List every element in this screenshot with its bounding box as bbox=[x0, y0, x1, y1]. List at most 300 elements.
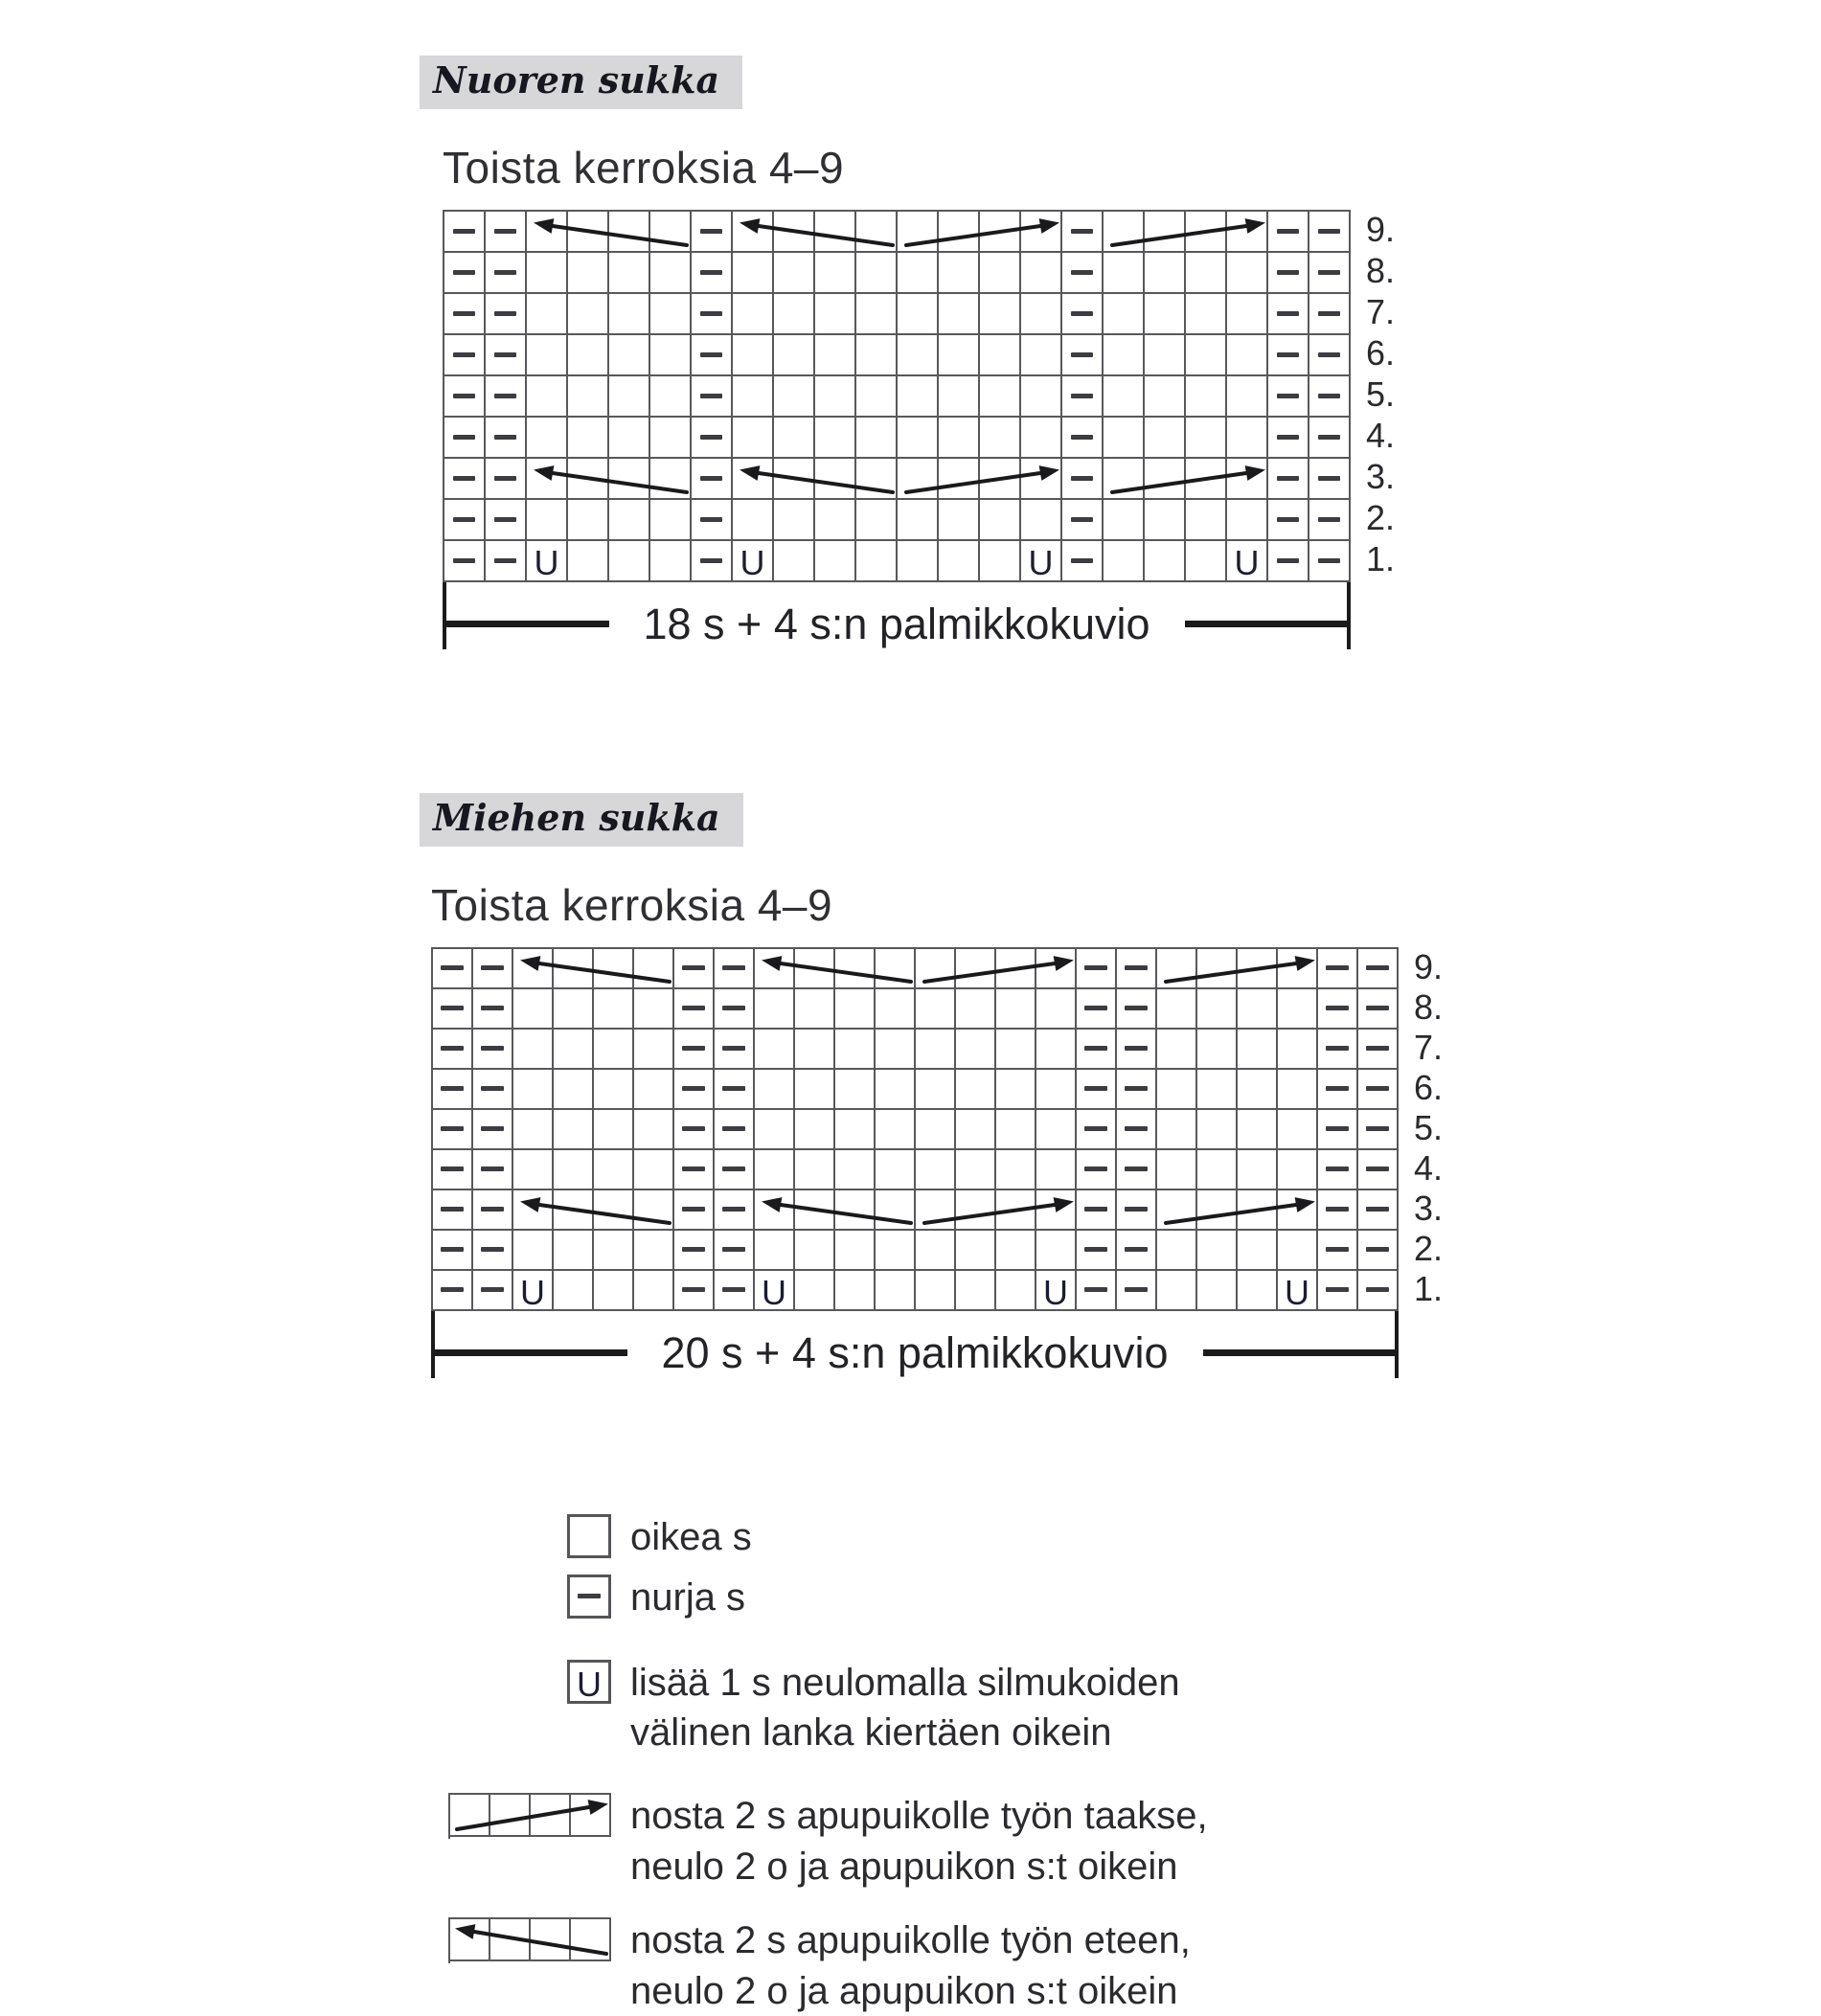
chart-cell bbox=[755, 1231, 795, 1271]
purl-dash-icon bbox=[1125, 1086, 1147, 1091]
chart-cell bbox=[916, 949, 956, 989]
chart-cell bbox=[815, 294, 856, 335]
bracket-rule-left bbox=[435, 1349, 627, 1356]
chart-cell bbox=[1186, 253, 1227, 294]
purl-dash-icon bbox=[1318, 270, 1341, 275]
chart-area bbox=[443, 210, 1821, 649]
chart-cell bbox=[1104, 294, 1145, 335]
chart-cell bbox=[692, 294, 733, 335]
chart-cell bbox=[1318, 1070, 1358, 1110]
chart-cell bbox=[634, 1231, 674, 1271]
chart-cell bbox=[1021, 541, 1062, 582]
chart-cell bbox=[1062, 294, 1104, 335]
legend-item-cable-front bbox=[434, 1915, 1821, 2016]
chart-cell bbox=[1318, 1190, 1358, 1231]
purl-dash-icon bbox=[441, 1006, 463, 1010]
purl-dash-icon bbox=[441, 1247, 463, 1252]
chart-cell bbox=[1117, 989, 1157, 1030]
chart-cell bbox=[1062, 541, 1104, 582]
chart-cell bbox=[1318, 1110, 1358, 1150]
chart-cell bbox=[835, 1150, 876, 1190]
row-number: 1. bbox=[1366, 539, 1396, 579]
chart-cell bbox=[486, 335, 527, 376]
chart-cell bbox=[609, 335, 650, 376]
chart-cell bbox=[1268, 500, 1309, 541]
chart-cell bbox=[774, 500, 815, 541]
chart-cell bbox=[715, 1190, 755, 1231]
chart-cell bbox=[554, 949, 594, 989]
row-number: 2. bbox=[1414, 1228, 1444, 1268]
chart-cell bbox=[1197, 949, 1238, 989]
purl-dash-icon bbox=[1277, 517, 1300, 522]
purl-dash-icon bbox=[1326, 1046, 1348, 1051]
chart-cell bbox=[634, 989, 674, 1030]
chart-cell bbox=[692, 335, 733, 376]
chart-cell bbox=[1021, 376, 1062, 418]
chart-cell bbox=[1157, 1190, 1197, 1231]
chart-cell bbox=[1186, 335, 1227, 376]
chart-cell bbox=[1238, 1150, 1278, 1190]
chart-cell bbox=[980, 500, 1021, 541]
chart-cell bbox=[1309, 418, 1351, 459]
purl-dash-icon bbox=[1318, 476, 1341, 481]
legend-label: nosta 2 s apupuikolle työn taakse, bbox=[630, 1795, 1208, 1838]
chart-cell bbox=[1278, 1231, 1318, 1271]
purl-dash-icon bbox=[682, 1006, 704, 1010]
purl-dash-icon bbox=[1318, 311, 1341, 316]
chart-cell bbox=[513, 1070, 554, 1110]
purl-dash-icon bbox=[1084, 1207, 1106, 1212]
bracket-end-right bbox=[1347, 582, 1351, 649]
repeat-caption: 18 s + 4 s:n palmikkokuvio bbox=[643, 599, 1150, 648]
bracket-rule-right bbox=[1203, 1349, 1396, 1356]
chart-cell bbox=[1036, 949, 1077, 989]
chart-cell bbox=[1318, 949, 1358, 989]
chart-cell bbox=[956, 949, 996, 989]
chart-cell bbox=[1036, 1190, 1077, 1231]
chart-cell bbox=[795, 1231, 835, 1271]
purl-dash-icon bbox=[1125, 1006, 1147, 1010]
purl-dash-icon bbox=[494, 352, 517, 357]
chart-cell bbox=[715, 1030, 755, 1070]
purl-dash-icon bbox=[1318, 394, 1341, 398]
purl-dash-icon bbox=[722, 1287, 744, 1292]
purl-dash-icon bbox=[453, 394, 476, 398]
chart-cell bbox=[444, 541, 486, 582]
purl-dash-icon bbox=[453, 558, 476, 563]
chart-cell bbox=[1145, 500, 1186, 541]
chart-cell bbox=[1309, 376, 1351, 418]
purl-dash-icon bbox=[481, 1046, 503, 1051]
chart-cell bbox=[433, 1110, 473, 1150]
chart-cell bbox=[715, 1231, 755, 1271]
chart-cell bbox=[1268, 294, 1309, 335]
purl-dash-icon bbox=[441, 965, 463, 970]
purl-dash-icon bbox=[1071, 476, 1094, 481]
chart-cell bbox=[527, 294, 568, 335]
chart-cell bbox=[1077, 1070, 1117, 1110]
chart-cell bbox=[1117, 1231, 1157, 1271]
increase-u-icon: U bbox=[534, 543, 559, 583]
purl-dash-icon bbox=[722, 1046, 744, 1051]
chart-cell bbox=[473, 1070, 513, 1110]
chart-cell bbox=[876, 1030, 916, 1070]
chart-cell bbox=[1104, 500, 1145, 541]
row-number: 3. bbox=[1366, 457, 1396, 497]
chart-cell bbox=[554, 1231, 594, 1271]
chart-cell bbox=[1227, 294, 1268, 335]
purl-dash-icon bbox=[494, 517, 517, 522]
chart-area bbox=[431, 947, 1821, 1378]
chart-cell bbox=[939, 212, 980, 253]
chart-cell bbox=[634, 1030, 674, 1070]
chart-cell bbox=[1186, 294, 1227, 335]
chart-cell bbox=[715, 1150, 755, 1190]
chart-cell bbox=[1104, 335, 1145, 376]
chart-cell bbox=[916, 989, 956, 1030]
chart-cell bbox=[473, 1150, 513, 1190]
chart-cell bbox=[980, 294, 1021, 335]
purl-dash-icon bbox=[453, 476, 476, 481]
purl-dash-icon bbox=[1125, 1046, 1147, 1051]
chart-cell bbox=[1021, 459, 1062, 500]
purl-dash-icon bbox=[1326, 1167, 1348, 1171]
chart-cell bbox=[634, 1190, 674, 1231]
chart-cell bbox=[554, 1110, 594, 1150]
chart-cell bbox=[473, 1231, 513, 1271]
chart-cell bbox=[1077, 1271, 1117, 1311]
chart-cell bbox=[1104, 253, 1145, 294]
chart-title: Toista kerroksia 4–9 bbox=[443, 142, 845, 193]
chart-cell bbox=[634, 1150, 674, 1190]
chart-cell bbox=[715, 989, 755, 1030]
repeat-bracket bbox=[431, 1311, 1399, 1378]
chart-cell bbox=[815, 500, 856, 541]
chart-cell bbox=[513, 1190, 554, 1231]
chart-cell bbox=[835, 1110, 876, 1150]
chart-cell bbox=[1145, 541, 1186, 582]
chart-cell bbox=[433, 1190, 473, 1231]
row-number-column bbox=[1366, 210, 1395, 580]
legend-label: oikea s bbox=[630, 1515, 752, 1558]
chart-cell bbox=[795, 1150, 835, 1190]
chart-cell bbox=[1104, 212, 1145, 253]
chart-cell bbox=[568, 294, 609, 335]
chart-cell bbox=[1278, 989, 1318, 1030]
chart-cell bbox=[795, 1271, 835, 1311]
purl-dash-icon bbox=[1071, 352, 1094, 357]
chart-cell bbox=[774, 335, 815, 376]
chart-cell bbox=[916, 1190, 956, 1231]
purl-dash-icon bbox=[1277, 352, 1300, 357]
chart-cell bbox=[513, 1150, 554, 1190]
increase-u-icon: U bbox=[1043, 1272, 1068, 1312]
purl-dash-icon bbox=[1125, 1287, 1147, 1292]
increase-u-icon: U bbox=[1234, 543, 1260, 583]
purl-dash-icon bbox=[1277, 394, 1300, 398]
chart-cell bbox=[939, 500, 980, 541]
increase-u-icon: U bbox=[520, 1272, 545, 1312]
chart-cell bbox=[1238, 1110, 1278, 1150]
chart-cell bbox=[795, 949, 835, 989]
chart-cell bbox=[486, 418, 527, 459]
chart-cell bbox=[898, 459, 939, 500]
purl-dash-icon bbox=[1071, 311, 1094, 316]
chart-cell bbox=[513, 1271, 554, 1311]
chart-cell bbox=[856, 212, 898, 253]
repeat-caption: 20 s + 4 s:n palmikkokuvio bbox=[661, 1327, 1169, 1377]
repeat-bracket bbox=[443, 582, 1351, 649]
chart-cell bbox=[1062, 376, 1104, 418]
chart-cell bbox=[835, 1190, 876, 1231]
purl-dash-icon bbox=[481, 1126, 503, 1131]
chart-cell bbox=[527, 253, 568, 294]
row-number: 6. bbox=[1366, 333, 1396, 374]
chart-cell bbox=[674, 1110, 715, 1150]
purl-dash-icon bbox=[1318, 435, 1341, 440]
purl-dash-icon bbox=[682, 1126, 704, 1131]
chart-cell bbox=[939, 335, 980, 376]
chart-cell bbox=[898, 500, 939, 541]
chart-cell bbox=[996, 1271, 1036, 1311]
chart-cell bbox=[980, 418, 1021, 459]
chart-cell bbox=[815, 376, 856, 418]
purl-dash-icon bbox=[1125, 1247, 1147, 1252]
legend-item-cable-back bbox=[434, 1791, 1821, 1892]
chart-cell bbox=[996, 1231, 1036, 1271]
chart-cell bbox=[1157, 949, 1197, 989]
chart-cell bbox=[1227, 335, 1268, 376]
chart-cell bbox=[835, 989, 876, 1030]
row-number: 6. bbox=[1414, 1067, 1444, 1107]
chart-cell bbox=[1238, 1190, 1278, 1231]
chart-cell bbox=[795, 1070, 835, 1110]
purl-dash-icon bbox=[682, 1167, 704, 1171]
row-number: 7. bbox=[1366, 292, 1396, 332]
chart-cell bbox=[1358, 1030, 1399, 1070]
chart-cell bbox=[650, 376, 692, 418]
chart-cell bbox=[1358, 1110, 1399, 1150]
chart-cell bbox=[554, 1070, 594, 1110]
chart-cell bbox=[815, 212, 856, 253]
purl-stitch-icon bbox=[567, 1574, 611, 1619]
chart-cell bbox=[692, 212, 733, 253]
chart-cell bbox=[1268, 418, 1309, 459]
row-number: 5. bbox=[1414, 1107, 1444, 1147]
chart-cell bbox=[692, 418, 733, 459]
chart-cell bbox=[513, 1231, 554, 1271]
chart-cell bbox=[733, 253, 774, 294]
row-number: 4. bbox=[1366, 416, 1396, 456]
knit-stitch-icon bbox=[567, 1514, 611, 1558]
row-number: 3. bbox=[1414, 1188, 1444, 1228]
chart-cell bbox=[473, 949, 513, 989]
chart-section-miehen-sukka bbox=[420, 649, 1821, 1378]
purl-dash-icon bbox=[1318, 229, 1341, 234]
increase-u-icon: U bbox=[762, 1272, 786, 1312]
section-tag: Miehen sukka bbox=[420, 793, 743, 847]
chart-cell bbox=[939, 294, 980, 335]
chart-cell bbox=[527, 459, 568, 500]
chart-cell bbox=[1227, 541, 1268, 582]
purl-dash-icon bbox=[481, 965, 503, 970]
purl-dash-icon bbox=[481, 1247, 503, 1252]
chart-cell bbox=[1309, 294, 1351, 335]
chart-cell bbox=[956, 1231, 996, 1271]
chart-cell bbox=[916, 1231, 956, 1271]
purl-dash-icon bbox=[1084, 1126, 1106, 1131]
purl-dash-icon bbox=[1366, 1086, 1388, 1091]
purl-dash-icon bbox=[1277, 270, 1300, 275]
purl-dash-icon bbox=[453, 311, 476, 316]
chart-cell bbox=[1197, 1110, 1238, 1150]
cable-back-icon bbox=[448, 1793, 611, 1839]
chart-cell bbox=[1117, 1150, 1157, 1190]
purl-dash-icon bbox=[1366, 1046, 1388, 1051]
purl-dash-icon bbox=[441, 1086, 463, 1091]
chart-cell bbox=[674, 1231, 715, 1271]
chart-cell bbox=[527, 335, 568, 376]
chart-cell bbox=[1145, 253, 1186, 294]
purl-dash-icon bbox=[494, 435, 517, 440]
chart-cell bbox=[815, 459, 856, 500]
purl-dash-icon bbox=[441, 1126, 463, 1131]
chart-cell bbox=[1157, 1271, 1197, 1311]
chart-cell bbox=[634, 949, 674, 989]
purl-dash-icon bbox=[700, 352, 723, 357]
purl-dash-icon bbox=[481, 1167, 503, 1171]
purl-dash-icon bbox=[494, 476, 517, 481]
chart-cell bbox=[594, 1030, 634, 1070]
chart-cell bbox=[554, 1190, 594, 1231]
chart-cell bbox=[513, 1030, 554, 1070]
purl-dash-icon bbox=[1084, 1006, 1106, 1010]
chart-cell bbox=[1021, 253, 1062, 294]
chart-cell bbox=[1358, 1231, 1399, 1271]
purl-dash-icon bbox=[1125, 1207, 1147, 1212]
chart-cell bbox=[1062, 212, 1104, 253]
chart-cell bbox=[650, 541, 692, 582]
chart-cell bbox=[856, 500, 898, 541]
chart-cell bbox=[568, 541, 609, 582]
chart-cell bbox=[486, 376, 527, 418]
purl-dash-icon bbox=[700, 476, 723, 481]
chart-cell bbox=[835, 1030, 876, 1070]
chart-cell bbox=[1021, 294, 1062, 335]
legend-label: nosta 2 s apupuikolle työn eteen, bbox=[630, 1918, 1191, 1961]
purl-dash-icon bbox=[682, 1287, 704, 1292]
chart-cell bbox=[876, 989, 916, 1030]
purl-dash-icon bbox=[1071, 435, 1094, 440]
chart-cell bbox=[692, 376, 733, 418]
chart-cell bbox=[1278, 1150, 1318, 1190]
purl-dash-icon bbox=[722, 965, 744, 970]
chart-cell bbox=[1278, 1271, 1318, 1311]
chart-cell bbox=[674, 949, 715, 989]
chart-cell bbox=[1117, 1271, 1157, 1311]
chart-cell bbox=[1238, 1070, 1278, 1110]
chart-cell bbox=[1278, 1030, 1318, 1070]
chart-cell bbox=[609, 459, 650, 500]
chart-cell bbox=[1062, 459, 1104, 500]
purl-dash-icon bbox=[1318, 352, 1341, 357]
bracket-rule-right bbox=[1185, 621, 1348, 627]
chart-cell bbox=[898, 253, 939, 294]
purl-dash-icon bbox=[453, 435, 476, 440]
purl-dash-icon bbox=[682, 1046, 704, 1051]
purl-dash-icon bbox=[453, 517, 476, 522]
chart-cell bbox=[1145, 212, 1186, 253]
chart-cell bbox=[568, 459, 609, 500]
row-number: 7. bbox=[1414, 1027, 1444, 1067]
chart-cell bbox=[1104, 376, 1145, 418]
chart-cell bbox=[1036, 1150, 1077, 1190]
chart-cell bbox=[554, 1271, 594, 1311]
legend-item-purl bbox=[434, 1573, 1821, 1623]
chart-cell bbox=[1238, 989, 1278, 1030]
chart-cell bbox=[1227, 212, 1268, 253]
purl-dash-icon bbox=[578, 1594, 601, 1598]
chart-cell bbox=[674, 1150, 715, 1190]
chart-cell bbox=[755, 1030, 795, 1070]
purl-dash-icon bbox=[722, 1167, 744, 1171]
purl-dash-icon bbox=[1326, 1086, 1348, 1091]
chart-cell bbox=[1309, 541, 1351, 582]
chart-cell bbox=[733, 459, 774, 500]
chart-cell bbox=[433, 1070, 473, 1110]
chart-cell bbox=[1278, 1070, 1318, 1110]
chart-cell bbox=[527, 212, 568, 253]
purl-dash-icon bbox=[1318, 558, 1341, 563]
chart-cell bbox=[1186, 541, 1227, 582]
row-number: 9. bbox=[1414, 946, 1444, 986]
purl-dash-icon bbox=[441, 1046, 463, 1051]
chart-cell bbox=[444, 376, 486, 418]
purl-dash-icon bbox=[722, 1006, 744, 1010]
row-number: 1. bbox=[1414, 1268, 1444, 1308]
chart-cell bbox=[554, 989, 594, 1030]
chart-cell bbox=[1036, 1030, 1077, 1070]
purl-dash-icon bbox=[453, 270, 476, 275]
chart-cell bbox=[795, 989, 835, 1030]
chart-cell bbox=[1268, 541, 1309, 582]
chart-cell bbox=[733, 335, 774, 376]
chart-cell bbox=[755, 989, 795, 1030]
increase-u-icon: U bbox=[1285, 1272, 1309, 1312]
chart-cell bbox=[1309, 500, 1351, 541]
chart-cell bbox=[1117, 1110, 1157, 1150]
chart-cell bbox=[1197, 1150, 1238, 1190]
chart-cell bbox=[1036, 989, 1077, 1030]
chart-cell bbox=[513, 989, 554, 1030]
chart-cell bbox=[444, 459, 486, 500]
chart-cell bbox=[835, 949, 876, 989]
purl-dash-icon bbox=[1326, 1287, 1348, 1292]
chart-cell bbox=[650, 335, 692, 376]
chart-cell bbox=[609, 541, 650, 582]
purl-dash-icon bbox=[1326, 1126, 1348, 1131]
chart-cell bbox=[1157, 1150, 1197, 1190]
chart-cell bbox=[433, 1150, 473, 1190]
chart-cell bbox=[634, 1110, 674, 1150]
chart-cell bbox=[473, 989, 513, 1030]
chart-cell bbox=[898, 294, 939, 335]
chart-cell bbox=[939, 376, 980, 418]
chart-cell bbox=[594, 1271, 634, 1311]
chart-cell bbox=[1227, 253, 1268, 294]
chart-cell bbox=[674, 1070, 715, 1110]
chart-cell bbox=[473, 1271, 513, 1311]
